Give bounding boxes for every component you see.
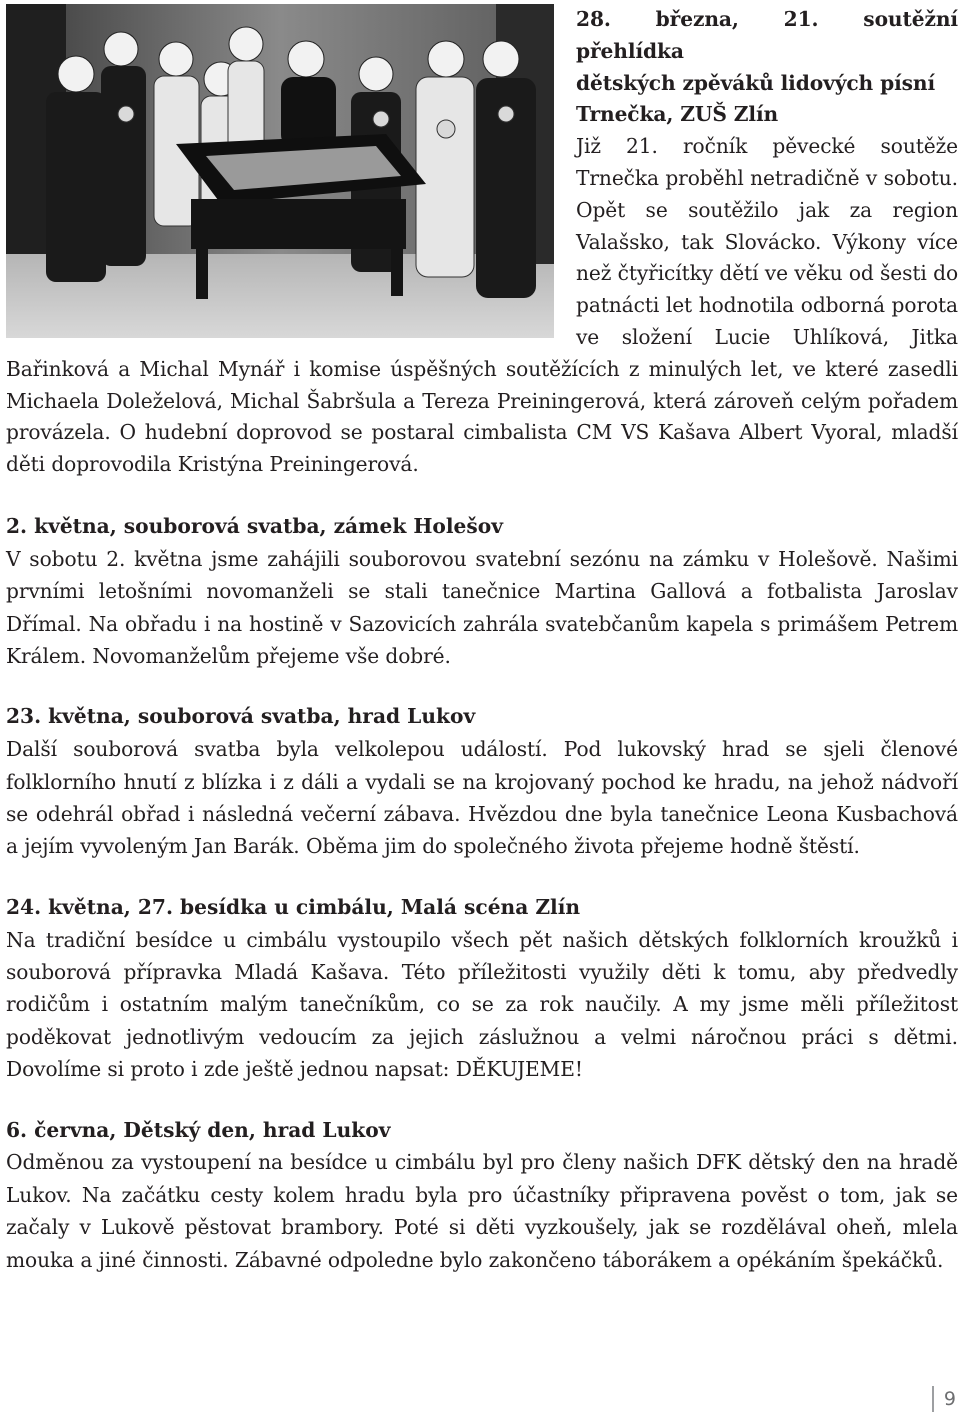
section-3 [6,672,958,862]
photo-image [6,4,554,338]
section-3-body: Další souborová svatba byla velkolepou událostí. Pod lukovský hrad se sjeli členové folklorního hnutí z blízka i z dáli a vydali se na krojovaný pochod ke hradu, na jehož nádvoří se odehrál obřad i následná večerní zábava. Hvězdou dne byla tanečnice Leona Kusbachová a jejím vyvoleným Jan Barák. Oběma jim do společného života přejeme hodně štěstí. [6,737,958,859]
section-2-body: V sobotu 2. května jsme zahájili souborovou svatební sezónu na zámku v Holešově. Našimi prvními letošními novomanželi se stali tanečnice Martina Gallová a fotbalista Jaroslav Dřímal. Na obřadu i na hostině v Sazovicích zahrála svatebčanům kapela s primášem Petrem Králem. Novomanželům přejeme vše dobré. [6,546,958,668]
section-1-title-line-3: Trnečka, ZUŠ Zlín [576,102,779,127]
section-5-body: Odměnou za vystoupení na besídce u cimbálu byl pro členy našich DFK dětský den na hradě Lukov. Na začátku cesty kolem hradu byla pro účastníky připravena pověst o tom, jak se začaly v Lukově pěstovat brambory. Poté si děti vyzkoušely, jak se rozdělával oheň, mlela mouka a jiné činnosti. Zábavné odpoledne bylo zakončeno táborákem a opékáním špekáčků. [6,1150,958,1272]
section-4-body: Na tradiční besídce u cimbálu vystoupilo všech pět našich dětských folklorních kroužků i souborová přípravka Mladá Kašava. Této příležitosti využily děti k tomu, aby předvedly rodičům i ostatním malým tanečníkům, co se za rok naučily. A my jsme měli příležitost poděkovat jednotlivým vedoucím za jejich záslužnou a velmi náročnou práci s dětmi. Dovolíme si proto i zde ještě jednou napsat: DĚKUJEME! [6,927,958,1082]
folk-children-cimbalom-photo [6,4,554,338]
section-5 [6,1086,958,1276]
section-1-title-line-1: 28. března, 21. soutěžní přehlídka [576,7,958,63]
section-3-title: 23. května, souborová svatba, hrad Lukov [6,704,476,729]
section-5-title: 6. června, Dětský den, hrad Lukov [6,1117,391,1142]
section-4 [6,863,958,1086]
page-number: 9 [932,1386,956,1412]
section-2-title: 2. května, souborová svatba, zámek Holešov [6,513,503,538]
page-content [6,4,958,1276]
section-1-title-line-2: dětských zpěváků lidových písní [576,70,936,95]
section-1-body: Již 21. ročník pěvecké soutěže Trnečka proběhl netradičně v sobotu. Opět se soutěžilo jak za region Valašsko, tak Slovácko. Výkony více než čtyřicítky dětí ve věku od šesti do patnácti let hodnotila odborná porota ve složení Lucie Uhlíková, Jitka Bařinková a Michal Mynář i komise úspěšných soutěžících z minulých let, ve které zasedli Michaela Doleželová, Michal Šabršula a Tereza Preiningerová, která zároveň celým pořadem provázela. O hudební doprovod se postaral cimbalista CM VS Kašava Albert Vyoral, mladší děti doprovodila Kristýna Preiningerová. [6,134,958,477]
section-2 [6,481,958,672]
section-4-title: 24. května, 27. besídka u cimbálu, Malá scéna Zlín [6,894,581,919]
